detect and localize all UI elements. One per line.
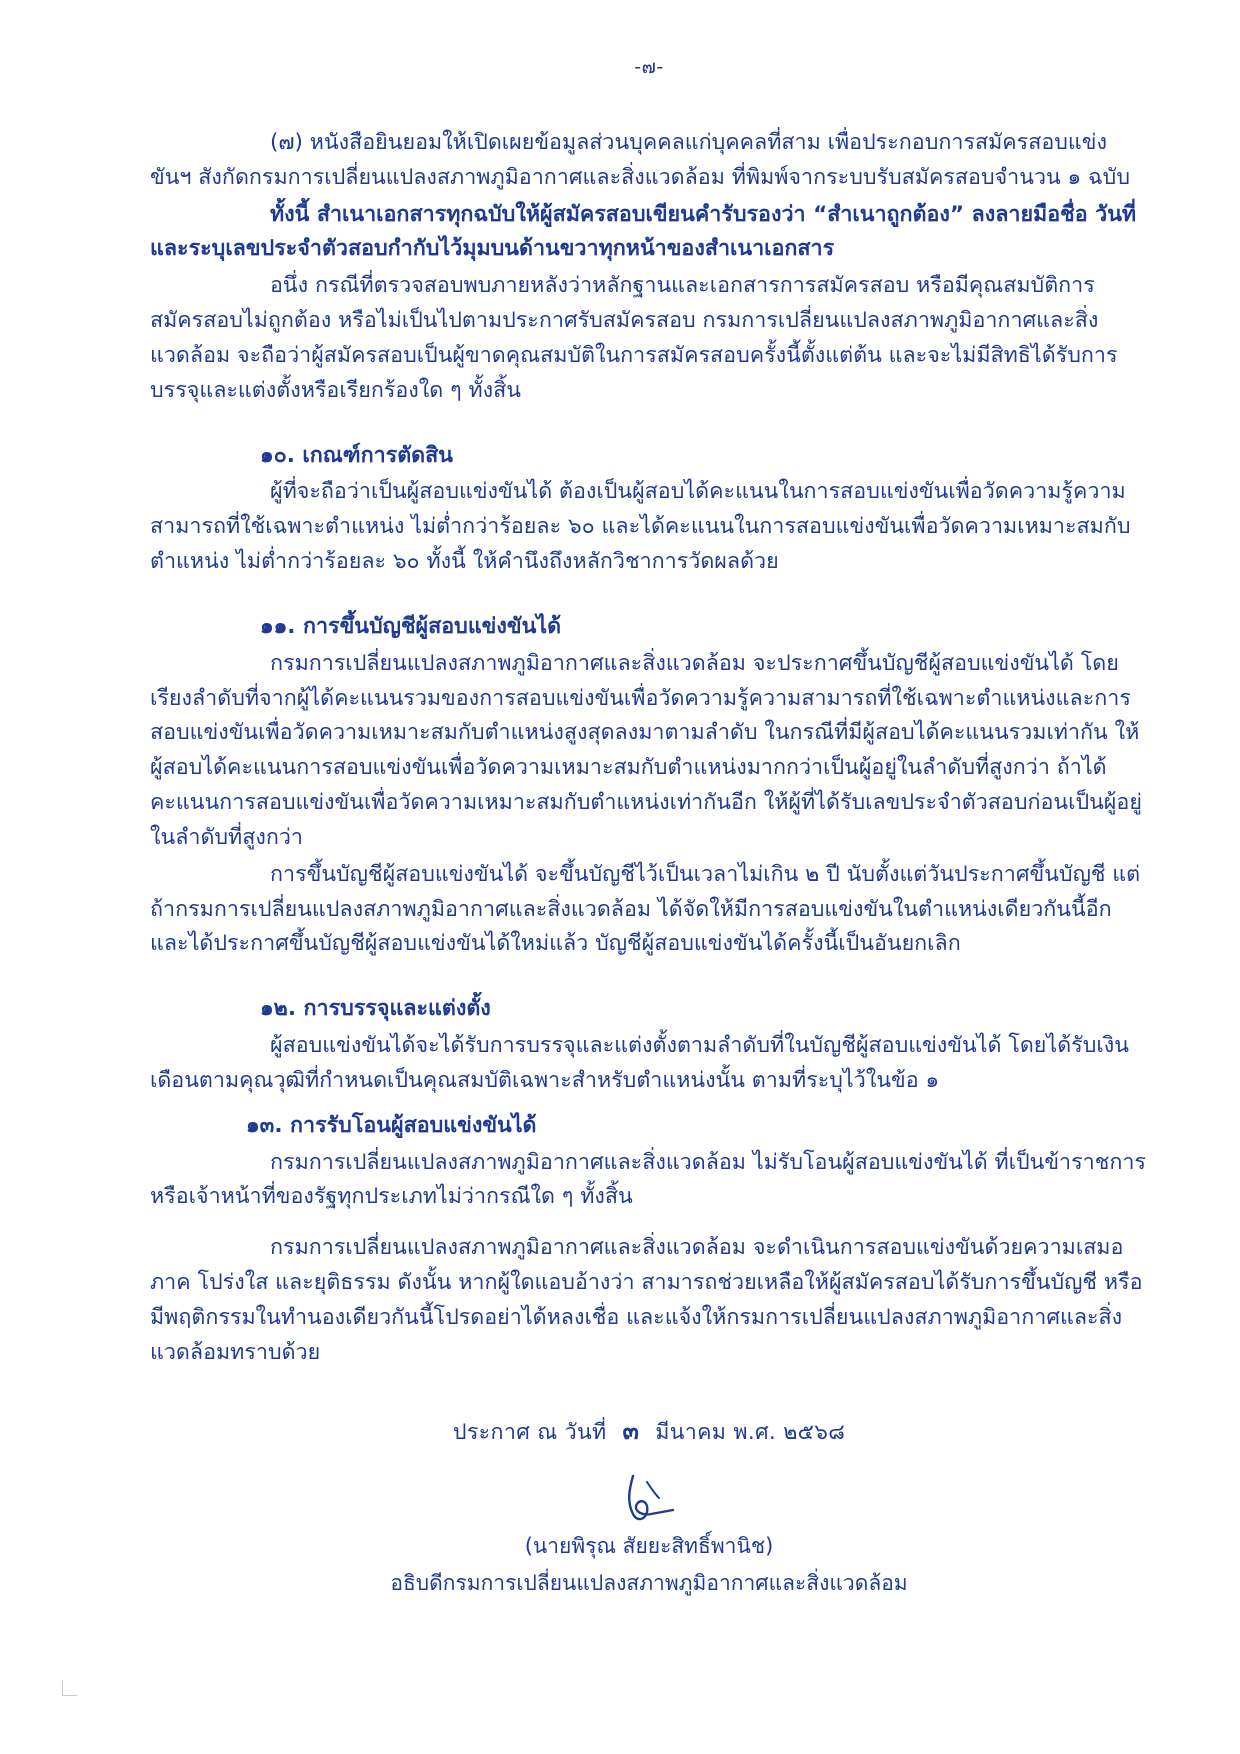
page-corner-mark: [62, 1681, 77, 1696]
signature-mark: [150, 1472, 1148, 1528]
signature-block: [150, 1472, 1148, 1622]
announcement-day: ๓: [622, 1416, 640, 1445]
section-11-paragraph-2: การขึ้นบัญชีผู้สอบแข่งขันได้ จะขึ้นบัญชีไว้เป็นเวลาไม่เกิน ๒ ปี นับตั้งแต่วันประกาศขึ้นบัญชี แต่ถ้ากรมการเปลี่ยนแปลงสภาพภูมิอากาศและสิ่งแวดล้อม ได้จัดให้มีการสอบแข่งขันในตำแหน่งเดียวกันนี้อีก และได้ประกาศขึ้นบัญชีผู้สอบแข่งขันได้ใหม่แล้ว บัญชีผู้สอบแข่งขันได้ครั้งนี้เป็นอันยกเลิก: [150, 861, 1141, 957]
signature-title: อธิบดีกรมการเปลี่ยนแปลงสภาพภูมิอากาศและสิ่งแวดล้อม: [390, 1570, 908, 1595]
section-heading-12: ๑๒. การบรรจุและแต่งตั้ง: [260, 996, 491, 1022]
section-10-paragraph-1: ผู้ที่จะถือว่าเป็นผู้สอบแข่งขันได้ ต้องเป็นผู้สอบได้คะแนนในการสอบแข่งขันเพื่อวัดความรู้ความสามารถที่ใช้เฉพาะตำแหน่ง ไม่ต่ำกว่าร้อยละ ๖๐ และได้คะแนนในการสอบแข่งขันเพื่อวัดความเหมาะสมกับตำแหน่ง ไม่ต่ำกว่าร้อยละ ๖๐ ทั้งนี้ ให้คำนึงถึงหลักวิชาการวัดผลด้วย: [150, 479, 1131, 575]
section-heading-11: ๑๑. การขึ้นบัญชีผู้สอบแข่งขันได้: [260, 613, 562, 639]
paragraph-certify-note: ทั้งนี้ สำเนาเอกสารทุกฉบับให้ผู้สมัครสอบเขียนคำรับรองว่า “สำเนาถูกต้อง” ลงลายมือชื่อ วันที่ และระบุเลขประจำตัวสอบกำกับไว้มุมบนด้านขวาทุกหน้าของสำเนาเอกสาร: [150, 201, 1137, 262]
section-13-paragraph-1: กรมการเปลี่ยนแปลงสภาพภูมิอากาศและสิ่งแวดล้อม ไม่รับโอนผู้สอบแข่งขันได้ ที่เป็นข้าราชการหรือเจ้าหน้าที่ของรัฐทุกประเภทไม่ว่ากรณีใด ๆ ทั้งสิ้น: [150, 1149, 1146, 1210]
page-number: -๗-: [634, 56, 664, 78]
document-body: [150, 126, 1148, 1371]
announcement-suffix: มีนาคม พ.ศ. ๒๕๖๘: [655, 1419, 846, 1445]
announcement-line: [150, 1411, 1148, 1450]
section-heading-13: ๑๓. การรับโอนผู้สอบแข่งขันได้: [246, 1112, 537, 1138]
announcement-prefix: ประกาศ ณ วันที่: [452, 1419, 607, 1445]
paragraph-item-7: (๗) หนังสือยินยอมให้เปิดเผยข้อมูลส่วนบุคคลแก่บุคคลที่สาม เพื่อประกอบการสมัครสอบแข่งขันฯ สังกัดกรมการเปลี่ยนแปลงสภาพภูมิอากาศและสิ่งแวดล้อม ที่พิมพ์จากระบบรับสมัครสอบจำนวน ๑ ฉบับ: [150, 130, 1130, 190]
section-12-paragraph-1: ผู้สอบแข่งขันได้จะได้รับการบรรจุและแต่งตั้งตามลำดับที่ในบัญชีผู้สอบแข่งขันได้ โดยได้รับเงินเดือนตามคุณวุฒิที่กำหนดเป็นคุณสมบัติเฉพาะสำหรับตำแหน่งนั้น ตามที่ระบุไว้ในข้อ ๑: [150, 1033, 1129, 1093]
signature-name: (นายพิรุณ สัยยะสิทธิ์พานิช): [524, 1533, 774, 1558]
closing-paragraph: กรมการเปลี่ยนแปลงสภาพภูมิอากาศและสิ่งแวดล้อม จะดำเนินการสอบแข่งขันด้วยความเสมอภาค โปร่งใส และยุติธรรม ดังนั้น หากผู้ใดแอบอ้างว่า สามารถช่วยเหลือให้ผู้สมัครสอบได้รับการขึ้นบัญชี หรือมีพฤติกรรมในทำนองเดียวกันนี้โปรดอย่าได้หลงเชื่อ และแจ้งให้กรมการเปลี่ยนแปลงสภาพภูมิอากาศและสิ่งแวดล้อมทราบด้วย: [150, 1235, 1143, 1365]
paragraph-disqualify-note: อนึ่ง กรณีที่ตรวจสอบพบภายหลังว่าหลักฐานและเอกสารการสมัครสอบ หรือมีคุณสมบัติการสมัครสอบไม่ถูกต้อง หรือไม่เป็นไปตามประกาศรับสมัครสอบ กรมการเปลี่ยนแปลงสภาพภูมิอากาศและสิ่งแวดล้อม จะถือว่าผู้สมัครสอบเป็นผู้ขาดคุณสมบัติในการสมัครสอบครั้งนี้ตั้งแต่ต้น และจะไม่มีสิทธิได้รับการบรรจุและแต่งตั้งหรือเรียกร้องใด ๆ ทั้งสิ้น: [150, 273, 1118, 403]
section-11-paragraph-1: กรมการเปลี่ยนแปลงสภาพภูมิอากาศและสิ่งแวดล้อม จะประกาศขึ้นบัญชีผู้สอบแข่งขันได้ โดยเรียงลำดับที่จากผู้ได้คะแนนรวมของการสอบแข่งขันเพื่อวัดความรู้ความสามารถที่ใช้เฉพาะตำแหน่งและการสอบแข่งขันเพื่อวัดความเหมาะสมกับตำแหน่งสูงสุดลงมาตามลำดับ ในกรณีที่มีผู้สอบได้คะแนนรวมเท่ากัน ให้ผู้สอบได้คะแนนการสอบแข่งขันเพื่อวัดความเหมาะสมกับตำแหน่งมากกว่าเป็นผู้อยู่ในลำดับที่สูงกว่า ถ้าได้คะแนนการสอบแข่งขันเพื่อวัดความเหมาะสมกับตำแหน่งเท่ากันอีก ให้ผู้ที่ได้รับเลขประจำตัวสอบก่อนเป็นผู้อยู่ในลำดับที่สูงกว่า: [150, 650, 1142, 850]
section-heading-10: ๑๐. เกณฑ์การตัดสิน: [260, 442, 453, 468]
